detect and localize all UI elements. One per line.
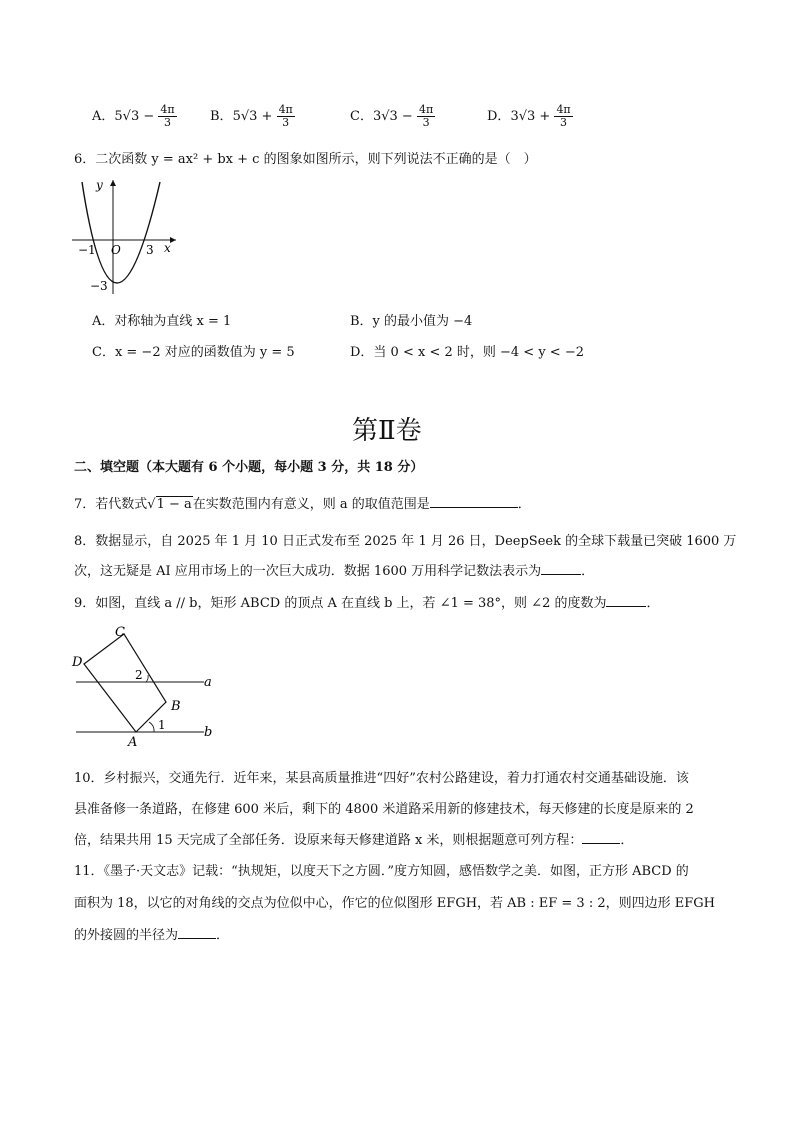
rectangle-abcd: [84, 634, 166, 732]
answer-blank[interactable]: [541, 574, 581, 575]
answer-blank[interactable]: [606, 606, 646, 607]
q5-option-c: C．3√3 − $\frac{4\pi}{3}$: [350, 103, 434, 129]
answer-blank[interactable]: [582, 843, 620, 844]
fraction: $\frac{4\pi}{3}$: [160, 103, 175, 129]
angle2-label: 2: [135, 668, 143, 682]
q5-option-b: B．5√3 + $\frac{4\pi}{3}$: [210, 103, 293, 129]
answer-blank[interactable]: [178, 938, 216, 939]
q11-line2: 面积为 18，以它的对角线的交点为位似中心，作它的位似图形 EFGH，若 AB : EF = 3 : 2，则四边形 EFGH: [74, 896, 715, 911]
label-a: a: [204, 675, 212, 690]
vertex-d: D: [72, 655, 83, 670]
q11-line1: 11．《墨子·天文志》记载：“执规矩，以度天下之方圆．”度方知圆，感悟数学之美．如图，正方形 ABCD 的: [74, 864, 689, 879]
answer-blank[interactable]: [430, 507, 518, 508]
q8-line1: 8．数据显示，自 2025 年 1 月 10 日正式发布至 2025 年 1 月 26 日，DeepSeek 的全球下载量已突破 1600 万: [74, 534, 737, 549]
angle2-arc: [146, 675, 148, 682]
q6-option-b: B．y 的最小值为 −4: [350, 314, 473, 329]
y-axis-label: y: [96, 178, 103, 192]
q10-line1: 10．乡村振兴，交通先行．近年来，某县高质量推进“四好”农村公路建设，着力打通农村交通基础设施．该: [74, 771, 689, 786]
q10-line3: 倍，结果共用 15 天完成了全部任务．设原来每天修建道路 x 米，则根据题意可列方程： ．: [74, 833, 634, 848]
q6-option-a: A．对称轴为直线 x = 1: [92, 314, 232, 329]
x-axis-label: x: [164, 241, 171, 255]
q5-option-a: A．5√3 − $\frac{4\pi}{3}$: [92, 103, 175, 129]
angle1-label: 1: [158, 718, 166, 732]
section-title: 第Ⅱ卷: [352, 416, 422, 446]
fraction: $\frac{4\pi}{3}$: [418, 103, 434, 129]
tick-neg1: −1: [78, 243, 96, 257]
q6-parabola-graph: [60, 176, 190, 300]
vertex-b: B: [171, 699, 181, 714]
q6-option-c: C．x = −2 对应的函数值为 y = 5: [92, 345, 295, 360]
section-header: 二、填空题（本大题有 6 个小题，每小题 3 分，共 18 分）: [74, 460, 424, 475]
q6-stem: 6．二次函数 y = ax² + bx + c 的图象如图所示，则下列说法不正确的是（ ）: [74, 152, 537, 167]
q5-option-d: D．3√3 + $\frac{4\pi}{3}$: [487, 103, 571, 129]
origin-label: O: [111, 243, 121, 257]
sqrt-sign: √: [147, 497, 156, 512]
fraction: $\frac{4\pi}{3}$: [556, 103, 571, 129]
vertex-c: C: [115, 625, 125, 640]
label-b: b: [204, 725, 213, 740]
tick-3: 3: [146, 243, 154, 257]
tick-neg3: −3: [90, 279, 108, 293]
q6-option-d: D．当 0 < x < 2 时，则 −4 < y < −2: [350, 345, 584, 360]
vertex-a: A: [128, 735, 138, 750]
q7: 7．若代数式√1 − a在实数范围内有意义，则 a 的取值范围是 ．: [74, 497, 531, 512]
q11-line3: 的外接圆的半径为 ．: [74, 928, 230, 943]
angle1-arc: [149, 722, 154, 732]
q9-stem: 9．如图，直线 a // b，矩形 ABCD 的顶点 A 在直线 b 上，若 ∠1 = 38°，则 ∠2 的度数为 ．: [74, 596, 660, 611]
q9-rectangle-figure: [66, 620, 226, 750]
parabola-curve: [82, 182, 160, 283]
q8-line2: 次，这无疑是 AI 应用市场上的一次巨大成功．数据 1600 万用科学记数法表示为 ．: [74, 564, 595, 579]
fraction: $\frac{4\pi}{3}$: [278, 103, 293, 129]
q10-line2: 县准备修一条道路，在修建 600 米后，剩下的 4800 米道路采用新的修建技术，每天修建的长度是原来的 2: [74, 802, 694, 817]
